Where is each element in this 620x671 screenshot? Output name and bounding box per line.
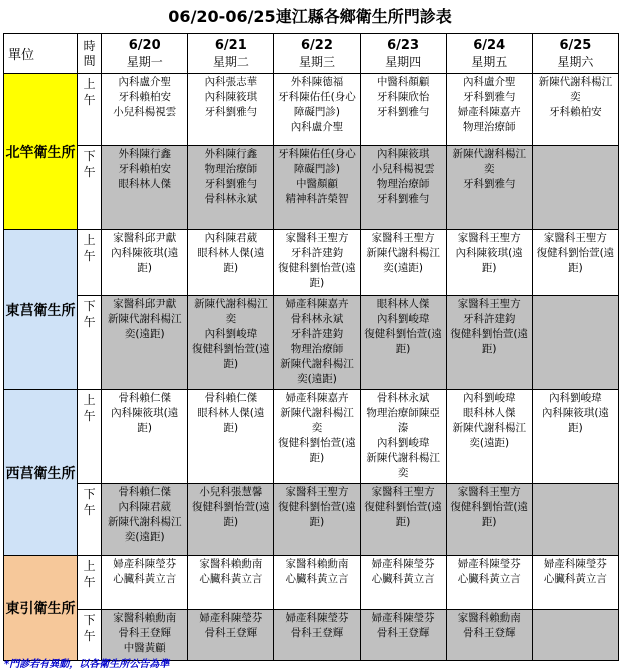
- schedule-row: [4, 296, 619, 390]
- period-char: 午: [83, 575, 96, 589]
- doctor-entry: 內科張志華: [204, 76, 258, 88]
- doctor-entry: 家醫科王聖方: [457, 486, 521, 498]
- doctor-entry: 內科陳筱琪(遠距): [111, 247, 179, 274]
- schedule-cell: [274, 484, 360, 556]
- schedule-cell: [532, 610, 618, 661]
- doctor-entry: 婦產科陳瑩芬: [199, 612, 263, 624]
- doctor-entry: 牙科劉雅勻: [204, 106, 258, 118]
- schedule-cell: [446, 390, 532, 484]
- schedule-cell: [532, 146, 618, 230]
- schedule-cell: [360, 610, 446, 661]
- schedule-cell: [274, 74, 360, 146]
- doctor-entry: 婦產科陳瑩芬: [371, 558, 435, 570]
- doctor-entry: 小兒科楊視雲: [371, 163, 435, 175]
- doctor-entry: 牙科陳欣怡: [376, 91, 430, 103]
- doctor-entry: 牙科陳佑任(身心障礙門診): [278, 148, 356, 175]
- clinic-schedule-table: [3, 33, 619, 661]
- schedule-cell: [446, 74, 532, 146]
- doctor-entry: 外科陳德福: [290, 76, 344, 88]
- doctor-entry: 婦產科陳瑩芬: [113, 558, 177, 570]
- period-char: 上: [83, 393, 96, 407]
- doctor-entry: 復健科劉怡萱(遠距): [192, 501, 270, 528]
- unit-header: 單位: [4, 34, 78, 74]
- doctor-entry: 新陳代謝科楊江奕: [280, 407, 354, 434]
- doctor-entry: 復健科劉怡萱(遠距): [364, 501, 442, 528]
- doctor-entry: 牙科賴柏安: [549, 106, 602, 118]
- doctor-entry: 內科陳筱琪: [376, 148, 430, 160]
- doctor-entry: 新陳代謝科楊江奕: [452, 148, 526, 175]
- schedule-cell: [360, 556, 446, 610]
- schedule-cell: [532, 556, 618, 610]
- period-char: 午: [83, 165, 96, 179]
- doctor-entry: 新陳代謝科楊江奕(遠距): [107, 313, 182, 340]
- day-weekday: 星期六: [557, 54, 594, 69]
- doctor-entry: 骨科王登輝: [118, 627, 171, 639]
- day-header: [102, 34, 188, 74]
- doctor-entry: 婦產科陳瑩芬: [285, 612, 349, 624]
- period-char: 下: [83, 487, 96, 501]
- period-morning: [78, 390, 102, 484]
- doctor-entry: 內科陳筱琪(遠距): [455, 247, 523, 274]
- schedule-cell: [360, 296, 446, 390]
- doctor-entry: 婦產科陳瑩芬: [457, 558, 521, 570]
- schedule-cell: [188, 296, 274, 390]
- doctor-entry: 內科陳君葳: [118, 501, 171, 513]
- schedule-cell: [360, 390, 446, 484]
- doctor-entry: 婦產科陳瑩芬: [371, 612, 435, 624]
- doctor-entry: 心臟科黃立言: [457, 573, 521, 585]
- period-char: 午: [83, 629, 96, 643]
- schedule-cell: [102, 230, 188, 296]
- doctor-entry: 新陳代謝科楊江奕(遠距): [366, 247, 440, 274]
- doctor-entry: 外科陳行鑫: [118, 148, 171, 160]
- doctor-entry: 心臟科黃立言: [285, 573, 349, 585]
- doctor-entry: 內科陳筱琪: [204, 91, 258, 103]
- period-char: 午: [83, 249, 96, 263]
- doctor-entry: 復健科劉怡萱(遠距): [278, 437, 356, 464]
- period-afternoon: [78, 610, 102, 661]
- schedule-cell: [532, 484, 618, 556]
- doctor-entry: 牙科賴柏安: [118, 91, 171, 103]
- period-char: 午: [83, 503, 96, 517]
- doctor-entry: 婦產科陳瑩芬: [543, 558, 607, 570]
- doctor-entry: 眼科林人傑: [462, 407, 516, 419]
- doctor-entry: 精神科許榮智: [285, 193, 349, 205]
- period-char: 午: [83, 315, 96, 329]
- period-char: 午: [83, 409, 96, 423]
- doctor-entry: 眼科林人傑(遠距): [197, 407, 265, 434]
- doctor-entry: 家醫科王聖方: [285, 232, 349, 244]
- doctor-entry: 心臟科黃立言: [371, 573, 435, 585]
- doctor-entry: 牙科劉雅勻: [204, 178, 258, 190]
- schedule-cell: [274, 390, 360, 484]
- schedule-cell: [102, 610, 188, 661]
- schedule-row: [4, 230, 619, 296]
- doctor-entry: 家醫科賴勳南: [285, 558, 349, 570]
- header-row: [4, 34, 619, 74]
- schedule-cell: [532, 296, 618, 390]
- doctor-entry: 內科陳君葳: [204, 232, 258, 244]
- schedule-cell: [102, 390, 188, 484]
- doctor-entry: 內科盧介聖: [118, 76, 171, 88]
- doctor-entry: 物理治療師陳亞溱: [366, 407, 440, 434]
- schedule-row: [4, 390, 619, 484]
- day-header: [188, 34, 274, 74]
- schedule-row: [4, 74, 619, 146]
- doctor-entry: 牙科許建鈞: [290, 328, 344, 340]
- day-header: [446, 34, 532, 74]
- doctor-entry: 牙科劉雅勻: [376, 193, 430, 205]
- doctor-entry: 家醫科王聖方: [371, 486, 435, 498]
- schedule-cell: [274, 610, 360, 661]
- doctor-entry: 家醫科邱尹獻: [113, 298, 177, 310]
- doctor-entry: 牙科陳佑任(身心障礙門診): [278, 91, 356, 118]
- doctor-entry: 眼科林人傑: [376, 298, 430, 310]
- doctor-entry: 新陳代謝科楊江奕(遠距): [280, 358, 354, 385]
- schedule-row: [4, 146, 619, 230]
- period-char: 下: [83, 149, 96, 163]
- doctor-entry: 中醫科顏顧: [376, 76, 430, 88]
- doctor-entry: 骨科王登輝: [290, 627, 344, 639]
- doctor-entry: 眼科林人傑: [118, 178, 171, 190]
- schedule-cell: [446, 296, 532, 390]
- schedule-cell: [102, 74, 188, 146]
- doctor-entry: 小兒科張慧馨: [199, 486, 263, 498]
- schedule-cell: [532, 390, 618, 484]
- schedule-cell: [102, 556, 188, 610]
- period-char: 上: [83, 233, 96, 247]
- day-weekday: 星期三: [298, 54, 335, 69]
- schedule-cell: [446, 146, 532, 230]
- doctor-entry: 牙科許建鈞: [290, 247, 344, 259]
- clinic-name: 西莒衛生所: [4, 390, 78, 556]
- day-date: 6/21: [214, 37, 247, 53]
- period-char: 下: [83, 613, 96, 627]
- doctor-entry: 心臟科黃立言: [543, 573, 607, 585]
- doctor-entry: 內科劉峻瑋: [376, 437, 430, 449]
- day-date: 6/20: [128, 37, 161, 53]
- doctor-entry: 心臟科黃立言: [113, 573, 177, 585]
- doctor-entry: 內科盧介聖: [290, 121, 344, 133]
- schedule-cell: [188, 610, 274, 661]
- doctor-entry: 物理治療師: [462, 121, 516, 133]
- doctor-entry: 物理治療師: [204, 163, 258, 175]
- schedule-cell: [188, 484, 274, 556]
- clinic-name: 東引衛生所: [4, 556, 78, 661]
- schedule-cell: [188, 390, 274, 484]
- doctor-entry: 眼科林人傑(遠距): [197, 247, 265, 274]
- doctor-entry: 新陳代謝科楊江奕(遠距): [107, 516, 182, 543]
- schedule-cell: [446, 230, 532, 296]
- time-header-2: 間: [83, 53, 96, 68]
- schedule-row: [4, 556, 619, 610]
- schedule-cell: [360, 74, 446, 146]
- doctor-entry: 家醫科王聖方: [371, 232, 435, 244]
- doctor-entry: 物理治療師: [290, 343, 344, 355]
- day-date: 6/25: [559, 37, 592, 53]
- doctor-entry: 新陳代謝科楊江奕: [366, 452, 440, 479]
- doctor-entry: 家醫科王聖方: [285, 486, 349, 498]
- doctor-entry: 復健科劉怡萱(遠距): [536, 247, 615, 274]
- page-title: 06/20-06/25連江縣各鄉衛生所門診表: [168, 7, 452, 26]
- doctor-entry: 骨科林永斌: [376, 392, 430, 404]
- doctor-entry: 復健科劉怡萱(遠距): [450, 328, 528, 355]
- clinic-name: 北竿衛生所: [4, 74, 78, 230]
- doctor-entry: 骨科賴仁傑: [118, 486, 171, 498]
- doctor-entry: 家醫科邱尹獻: [113, 232, 177, 244]
- doctor-entry: 新陳代謝科楊江奕: [538, 76, 613, 103]
- day-header: [532, 34, 618, 74]
- doctor-entry: 骨科賴仁傑: [118, 392, 171, 404]
- day-header: [274, 34, 360, 74]
- doctor-entry: 骨科林永斌: [290, 313, 344, 325]
- doctor-entry: 內科劉峻瑋: [376, 313, 430, 325]
- doctor-entry: 中醫顏顧: [295, 178, 338, 190]
- doctor-entry: 內科劉峻瑋: [549, 392, 602, 404]
- schedule-cell: [188, 556, 274, 610]
- schedule-cell: [446, 610, 532, 661]
- schedule-cell: [102, 484, 188, 556]
- period-char: 上: [83, 77, 96, 91]
- doctor-entry: 復健科劉怡萱(遠距): [364, 328, 442, 355]
- time-header: [78, 34, 102, 74]
- day-weekday: 星期一: [126, 54, 163, 69]
- day-date: 6/23: [387, 37, 420, 53]
- doctor-entry: 骨科林永斌: [204, 193, 258, 205]
- clinic-name: 東莒衛生所: [4, 230, 78, 390]
- doctor-entry: 家醫科賴勳南: [199, 558, 263, 570]
- schedule-body: [4, 74, 619, 661]
- doctor-entry: 牙科劉雅勻: [462, 91, 516, 103]
- schedule-cell: [532, 230, 618, 296]
- doctor-entry: 骨科王登輝: [376, 627, 430, 639]
- doctor-entry: 家醫科王聖方: [457, 232, 521, 244]
- day-weekday: 星期二: [212, 54, 249, 69]
- doctor-entry: 牙科許建鈞: [462, 313, 516, 325]
- doctor-entry: 中醫黃顧: [123, 642, 166, 654]
- schedule-cell: [360, 230, 446, 296]
- schedule-row: [4, 610, 619, 661]
- doctor-entry: 內科劉峻瑋: [204, 328, 258, 340]
- doctor-entry: 新陳代謝科楊江奕(遠距): [452, 422, 526, 449]
- doctor-entry: 牙科劉雅勻: [376, 106, 430, 118]
- doctor-entry: 復健科劉怡萱(遠距): [278, 501, 356, 528]
- day-date: 6/22: [301, 37, 333, 53]
- schedule-cell: [274, 296, 360, 390]
- schedule-cell: [532, 74, 618, 146]
- footnote: *門診若有異動，以各衛生所公告為準: [4, 659, 170, 670]
- day-weekday: 星期四: [385, 54, 422, 69]
- schedule-cell: [188, 74, 274, 146]
- time-header-1: 時: [83, 38, 96, 53]
- doctor-entry: 新陳代謝科楊江奕: [194, 298, 268, 325]
- schedule-cell: [360, 484, 446, 556]
- schedule-cell: [446, 556, 532, 610]
- doctor-entry: 牙科賴柏安: [118, 163, 171, 175]
- period-char: 上: [83, 559, 96, 573]
- doctor-entry: 內科陳筱琪(遠距): [541, 407, 609, 434]
- day-weekday: 星期五: [471, 54, 508, 69]
- period-afternoon: [78, 484, 102, 556]
- schedule-cell: [360, 146, 446, 230]
- period-morning: [78, 230, 102, 296]
- doctor-entry: 外科陳行鑫: [204, 148, 258, 160]
- period-afternoon: [78, 296, 102, 390]
- doctor-entry: 家醫科王聖方: [457, 298, 521, 310]
- schedule-cell: [188, 146, 274, 230]
- doctor-entry: 家醫科賴勳南: [457, 612, 521, 624]
- doctor-entry: 骨科王登輝: [462, 627, 516, 639]
- doctor-entry: 骨科王登輝: [204, 627, 258, 639]
- doctor-entry: 婦產科陳嘉卉: [285, 392, 349, 404]
- doctor-entry: 家醫科賴勳南: [113, 612, 177, 624]
- day-date: 6/24: [473, 37, 506, 53]
- doctor-entry: 復健科劉怡萱(遠距): [192, 343, 270, 370]
- doctor-entry: 復健科劉怡萱(遠距): [278, 262, 356, 289]
- period-char: 午: [83, 93, 96, 107]
- doctor-entry: 物理治療師: [376, 178, 430, 190]
- doctor-entry: 心臟科黃立言: [199, 573, 263, 585]
- doctor-entry: 婦產科陳嘉卉: [457, 106, 521, 118]
- doctor-entry: 婦產科陳嘉卉: [285, 298, 349, 310]
- period-afternoon: [78, 146, 102, 230]
- period-char: 下: [83, 299, 96, 313]
- schedule-cell: [102, 146, 188, 230]
- schedule-row: [4, 484, 619, 556]
- doctor-entry: 家醫科王聖方: [543, 232, 607, 244]
- doctor-entry: 內科劉峻瑋: [462, 392, 516, 404]
- schedule-cell: [446, 484, 532, 556]
- schedule-cell: [274, 556, 360, 610]
- schedule-cell: [274, 230, 360, 296]
- doctor-entry: 內科陳筱琪(遠距): [111, 407, 179, 434]
- doctor-entry: 內科盧介聖: [462, 76, 516, 88]
- schedule-cell: [274, 146, 360, 230]
- doctor-entry: 復健科劉怡萱(遠距): [450, 501, 528, 528]
- doctor-entry: 小兒科楊視雲: [113, 106, 177, 118]
- doctor-entry: 骨科賴仁傑: [204, 392, 258, 404]
- day-header: [360, 34, 446, 74]
- schedule-cell: [102, 296, 188, 390]
- schedule-cell: [188, 230, 274, 296]
- period-morning: [78, 74, 102, 146]
- doctor-entry: 牙科劉雅勻: [462, 178, 516, 190]
- period-morning: [78, 556, 102, 610]
